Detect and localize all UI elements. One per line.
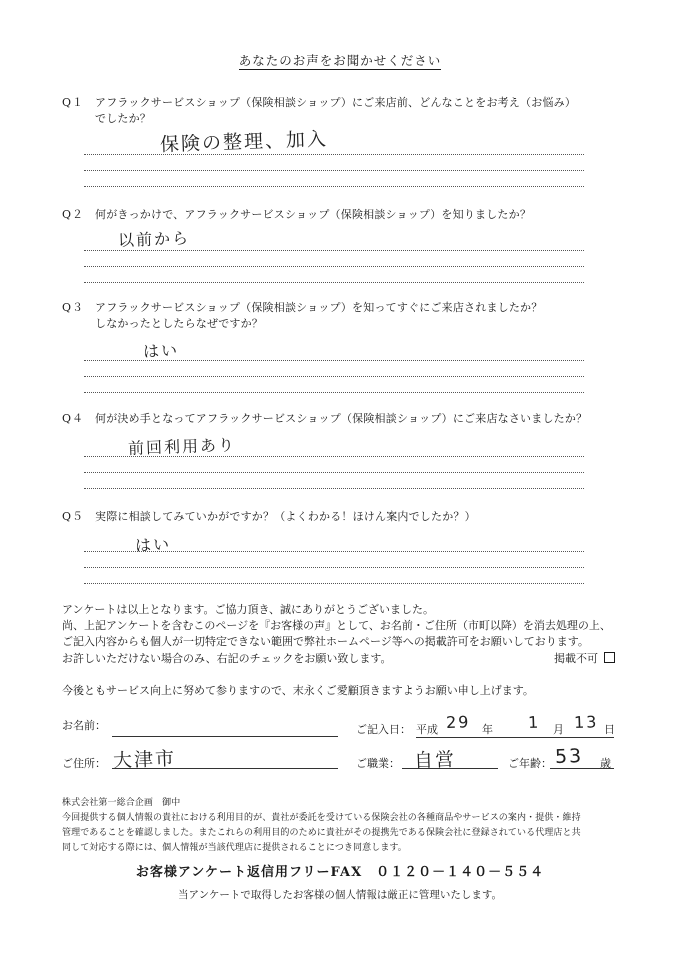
company-name: 株式会社第一総合企画 御中 <box>62 798 181 808</box>
q5-answer-line-1 <box>84 551 584 552</box>
q3-text-line2: しなかったとしたらなぜですか？ <box>95 317 263 330</box>
q1-answer[interactable]: 保険の整理、加入 <box>159 128 329 156</box>
q5-text-line1: 実際に相談してみていかがですか？（よくわかる！ほけん案内でしたか？） <box>95 510 476 523</box>
date-era: 平成 <box>416 723 438 736</box>
closing-line-3: ご記入内容からも個人が一切特定できない範囲で弊社ホームページ等への掲載許可をお願いしております。 <box>62 635 589 648</box>
age-label: ご年齢： <box>508 757 552 770</box>
date-field-underline <box>416 737 614 738</box>
privacy-statement: 当アンケートで取得したお客様の個人情報は厳正に管理いたします。 <box>177 889 503 901</box>
free-fax-number: お客様アンケート返信用フリーFAX ０１２０－１４０－５５４ <box>135 865 545 880</box>
q3-answer-line-1 <box>84 360 584 361</box>
name-field[interactable] <box>112 736 338 737</box>
no-publish-checkbox[interactable] <box>604 652 615 663</box>
q4-answer[interactable]: 前回利用あり <box>127 435 237 458</box>
consent-notice-line-3: 同して対応する際には、個人情報が当該代理店に提供されることにつき同意します。 <box>62 843 407 853</box>
q4-number: Q４ <box>62 412 85 425</box>
q4-answer-line-2 <box>84 472 584 473</box>
q4-answer-line-1 <box>84 456 584 457</box>
q2-text-line1: 何がきっかけで、アフラックサービスショップ（保険相談ショップ）を知りましたか？ <box>95 208 532 221</box>
date-year-unit: 年 <box>482 723 493 736</box>
occupation-label: ご職業： <box>356 757 400 770</box>
q2-number: Q２ <box>62 208 85 221</box>
closing-line-4: お許しいただけない場合のみ、右記のチェックをお願い致します。 <box>62 652 392 665</box>
q3-answer-line-2 <box>84 376 584 377</box>
date-year-value[interactable]: 29 <box>445 712 471 732</box>
q1-number: Q１ <box>62 96 85 109</box>
closing-line-1: アンケートは以上となります。ご協力頂き、誠にありがとうございました。 <box>62 603 435 616</box>
occupation-value[interactable]: 自営 <box>413 748 457 772</box>
date-month-value[interactable]: 1 <box>527 712 541 732</box>
q5-answer[interactable]: はい <box>134 534 172 555</box>
q3-answer-line-3 <box>84 392 584 393</box>
q3-number: Q３ <box>62 301 85 314</box>
age-unit: 歳 <box>600 757 611 770</box>
q2-answer[interactable]: 以前から <box>117 228 191 250</box>
closing-line-2: 尚、上記アンケートを含むこのページを『お客様の声』として、お名前・ご住所（市町以降）を消去処理の上、 <box>62 619 611 632</box>
consent-notice-line-1: 今回提供する個人情報の貴社における利用目的が、貴社が委託を受けている保険会社の各種商品やサービスの案内・提供・維持 <box>62 813 581 823</box>
q3-answer[interactable]: はい <box>142 340 180 361</box>
q4-answer-line-3 <box>84 488 584 489</box>
address-label: ご住所： <box>62 757 106 770</box>
q1-answer-line-3 <box>84 186 584 187</box>
q1-answer-line-2 <box>84 170 584 171</box>
no-publish-label: 掲載不可 <box>554 652 598 665</box>
q1-text-line2: でしたか？ <box>95 112 151 125</box>
q2-answer-line-3 <box>84 282 584 283</box>
q5-answer-line-3 <box>84 583 584 584</box>
page-title: あなたのお声をお聞かせください <box>238 53 442 68</box>
q5-answer-line-2 <box>84 567 584 568</box>
date-day-value[interactable]: 13 <box>573 712 599 732</box>
name-label: お名前： <box>62 719 106 732</box>
address-value[interactable]: 大津市 <box>112 747 177 772</box>
q1-text-line1: アフラックサービスショップ（保険相談ショップ）にご来店前、どんなことをお考え（お悩み） <box>95 96 577 109</box>
no-publish-option[interactable] <box>554 651 615 667</box>
date-label: ご記入日： <box>356 723 411 736</box>
closing-line-5: 今後ともサービス向上に努めて参りますので、末永くご愛顧頂きますようお願い申し上げます。 <box>62 684 534 697</box>
date-day-unit: 日 <box>604 723 615 736</box>
consent-notice-line-2: 管理であることを確認しました。またこれらの利用目的のために貴社がその提携先である保険会社に登録されている代理店と共 <box>62 828 581 838</box>
date-month-unit: 月 <box>553 723 564 736</box>
q2-answer-line-1 <box>84 250 584 251</box>
address-field-underline <box>112 768 338 769</box>
q1-answer-line-1 <box>84 154 584 155</box>
q2-answer-line-2 <box>84 266 584 267</box>
q4-text-line1: 何が決め手となってアフラックサービスショップ（保険相談ショップ）にご来店なさいましたか？ <box>95 412 588 425</box>
age-value[interactable]: 53 <box>554 745 584 768</box>
q3-text-line1: アフラックサービスショップ（保険相談ショップ）を知ってすぐにご来店されましたか？ <box>95 301 543 314</box>
q5-number: Q５ <box>62 510 85 523</box>
occupation-field-underline <box>402 768 498 769</box>
age-field-underline <box>550 768 614 769</box>
